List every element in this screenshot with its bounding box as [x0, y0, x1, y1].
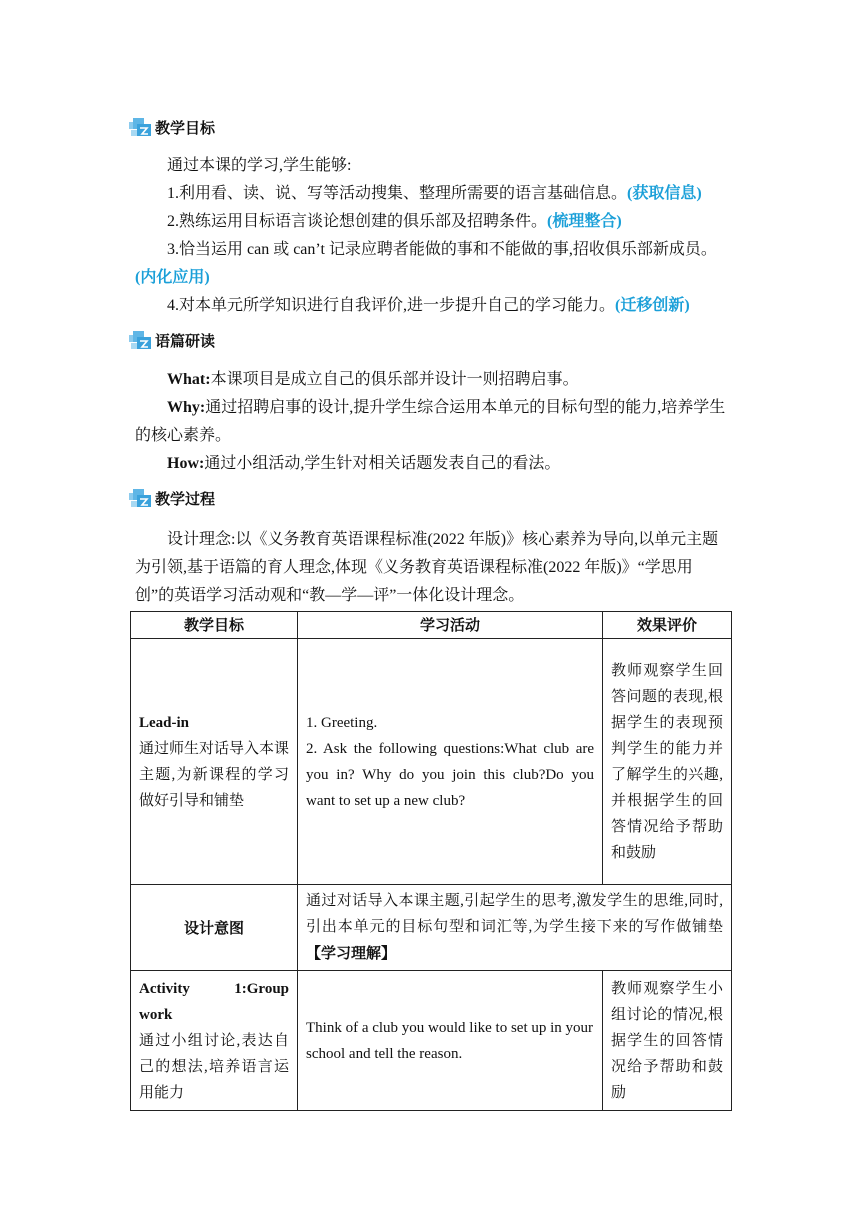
table-row: [131, 971, 732, 1111]
goal-text: 通过师生对话导入本课主题,为新课程的学习做好引导和铺垫: [139, 740, 290, 809]
goal-cell: Activity 1:Group work 通过小组讨论,表达自己的想法,培养语言运用能力: [131, 971, 298, 1111]
table-row: [131, 639, 732, 885]
section-title: 教学目标: [155, 118, 216, 137]
evaluation-cell: 教师观察学生小组讨论的情况,根据学生的回答情况给予帮助和鼓励: [603, 971, 732, 1111]
section-title: 教学过程: [155, 489, 216, 508]
section-marker-icon: [128, 487, 154, 509]
section-heading-process: [128, 487, 215, 509]
objective-tag: (梳理整合): [547, 213, 622, 230]
objective-tag: (获取信息): [627, 185, 702, 202]
objective-item: 3.恰当运用 can 或 can’t 记录应聘者能做的事和不能做的事,招收俱乐部新成员。(内化应用): [135, 241, 717, 286]
objective-tag: (内化应用): [135, 269, 210, 286]
objective-item: 2.熟练运用目标语言谈论想创建的俱乐部及招聘条件。(梳理整合): [167, 213, 622, 230]
goal-title: Lead-in: [139, 714, 190, 731]
reading-what: What:本课项目是成立自己的俱乐部并设计一则招聘启事。: [167, 371, 579, 388]
reading-why: Why:通过招聘启事的设计,提升学生综合运用本单元的目标句型的能力,培养学生的核心素养。: [135, 399, 726, 444]
design-concept: 设计理念:以《义务教育英语课程标准(2022 年版)》核心素养为导向,以单元主题为引领,基于语篇的育人理念,体现《义务教育英语课程标准(2022 年版)》“学思用创”的英语学习活动观和“教—学—评”一体化设计理念。: [135, 531, 719, 604]
column-header: 效果评价: [603, 612, 732, 639]
activity-cell: Think of a club you would like to set up in your school and tell the reason.: [298, 971, 603, 1111]
column-header: 教学目标: [131, 612, 298, 639]
objectives-intro: 通过本课的学习,学生能够:: [167, 157, 352, 174]
reading-how: How:通过小组活动,学生针对相关话题发表自己的看法。: [167, 455, 561, 472]
evaluation-cell: 教师观察学生回答问题的表现,根据学生的表现预判学生的能力并了解学生的兴趣,并根据学生的回答情况给予帮助和鼓励: [603, 639, 732, 885]
column-header: 学习活动: [298, 612, 603, 639]
activity-cell: 1. Greeting. 2. Ask the following questions:What club are you in? Why do you join this club?Do you want to set up a new club?: [298, 639, 603, 885]
section-heading-objectives: [128, 116, 215, 138]
section-heading-reading: [128, 329, 215, 351]
section-title: 语篇研读: [155, 331, 216, 350]
purpose-tag: 【学习理解】: [306, 944, 397, 962]
purpose-label: 设计意图: [131, 885, 298, 971]
objective-item: 4.对本单元所学知识进行自我评价,进一步提升自己的学习能力。(迁移创新): [167, 297, 690, 314]
lesson-plan-table: [130, 611, 732, 1111]
goal-text: 通过小组讨论,表达自己的想法,培养语言运用能力: [139, 1032, 289, 1101]
table-row-purpose: [131, 885, 732, 971]
objective-item: 1.利用看、读、说、写等活动搜集、整理所需要的语言基础信息。(获取信息): [167, 185, 702, 202]
section-marker-icon: [128, 116, 154, 138]
objective-tag: (迁移创新): [615, 297, 690, 314]
goal-cell: [131, 639, 298, 885]
table-header-row: [131, 612, 732, 639]
section-marker-icon: [128, 329, 154, 351]
goal-title: Activity 1:Group: [139, 980, 289, 997]
purpose-text-cell: 通过对话导入本课主题,引起学生的思考,激发学生的思维,同时,引出本单元的目标句型和词汇等,为学生接下来的写作做铺垫【学习理解】: [298, 885, 732, 971]
